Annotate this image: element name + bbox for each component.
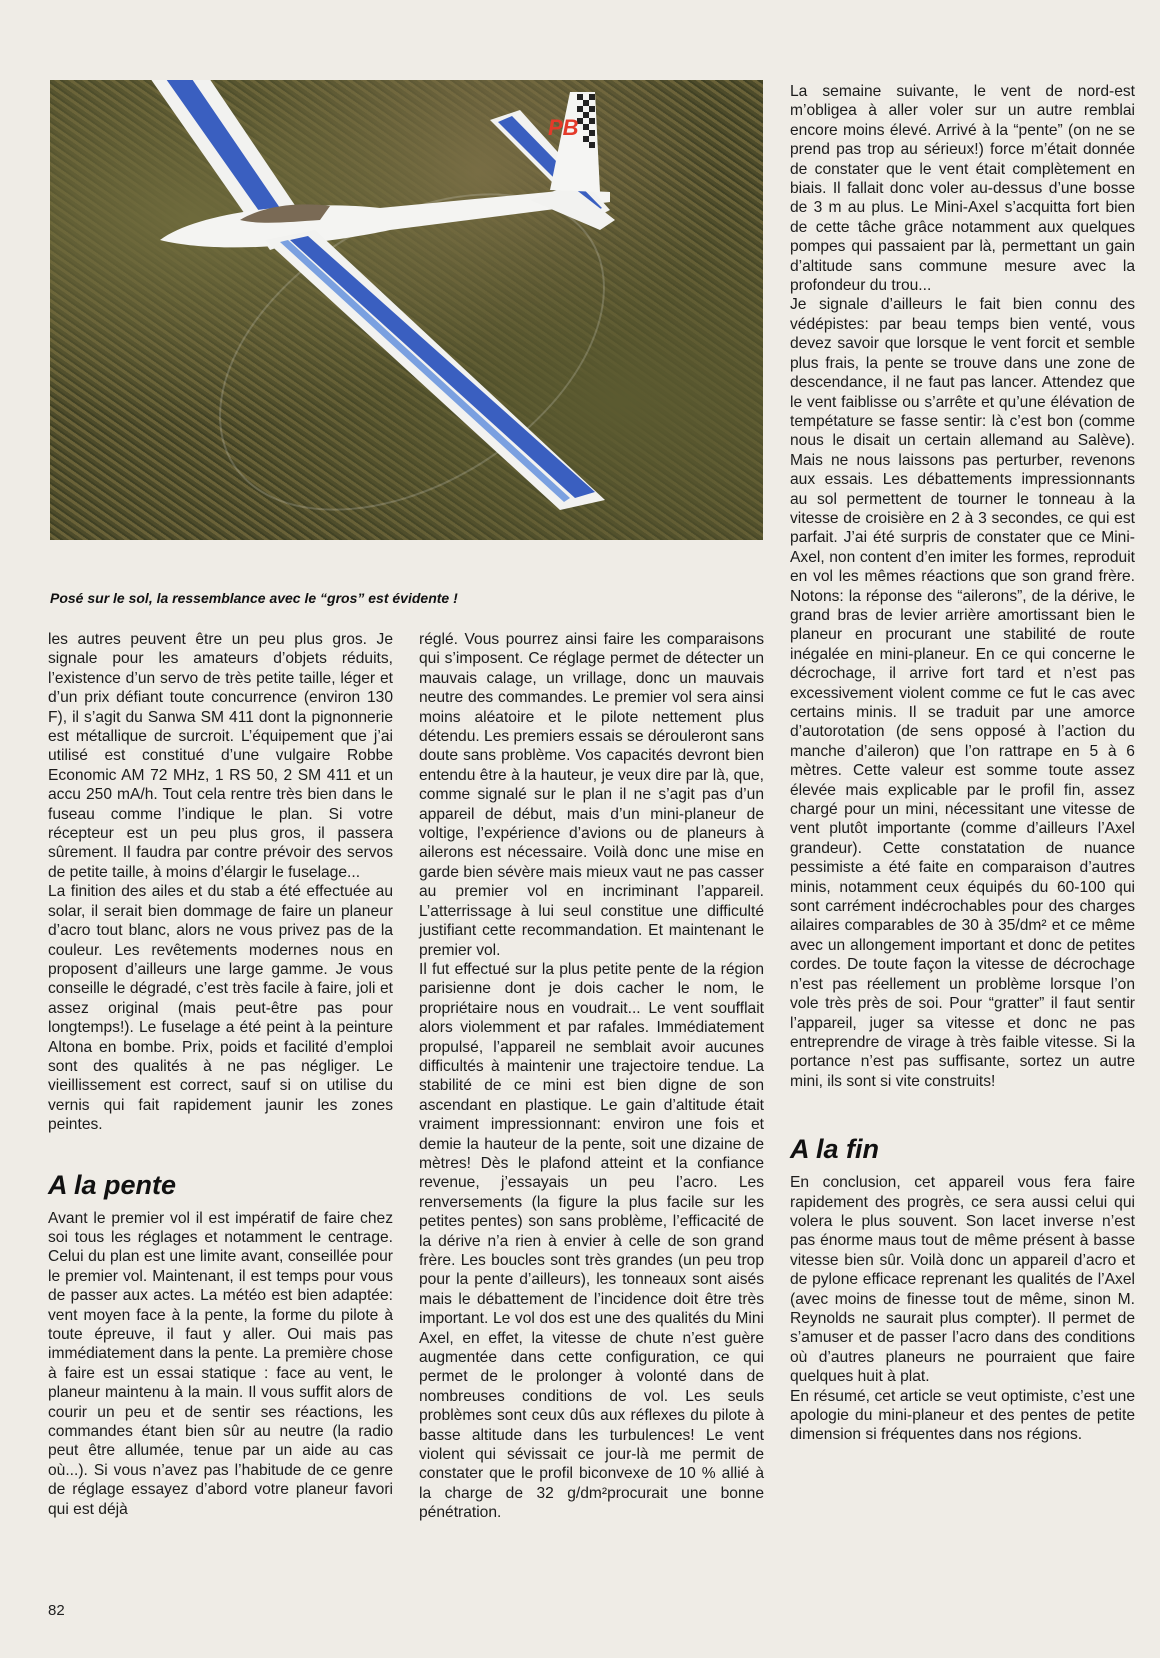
- column-2: [419, 630, 764, 1523]
- paragraph: La finition des ailes et du stab a été effectuée au solar, il serait bien dommage de faire un planeur d’acro tout blanc, alors ne vous privez pas de la couleur. Les revêtements modernes nous en proposent d’ailleurs une large gamme. Je vous conseille le dégradé, c’est très facile à faire, joli et assez original (mais peut-être pas pour longtemps!). Le fuselage a été peint à la peinture Altona en bombe. Prix, poids et facilité d’emploi sont des qualités à ne pas négliger. Le vieillissement est correct, sauf si on utilise du vernis qui fait rapidement jaunir les zones peintes.: [48, 883, 393, 1134]
- paragraph: Avant le premier vol il est impératif de faire chez soi tous les réglages et notamment le centrage. Celui du plan est une limite avant, conseillée pour le premier vol. Maintenant, il est temps pour vous de passer aux actes. La météo est bien adaptée: vent moyen face à la pente, la forme du pilote à toute épreuve, il faut y aller. Oui mais pas immédiatement dans la pente. La première chose à faire est un essai statique : face au vent, le planeur maintenu à la main. Il vous suffit alors de courir un peu et de sentir ses réactions, les commandes étant bien sûr au neutre (la radio peut être allumée, tenue par un aide au cas où...). Si vous n’avez pas l’habitude de ce genre de réglage essayez d’abord votre planeur favori qui est déjà: [48, 1209, 393, 1518]
- photo-caption: Posé sur le sol, la ressemblance avec le “gros” est évidente !: [50, 590, 458, 606]
- paragraph: En conclusion, cet appareil vous fera faire rapidement des progrès, ce sera aussi celui qui volera le plus souvent. Son lacet inverse n’est pas énorme maus tout de même présent à basse vitesse bien sûr. Voilà donc un appareil d’acro et de pylone efficace reprenant les qualités de l’Axel (avec moins de finesse tout de même, sinon M. Reynolds ne saurait plus compter). Il permet de s’amuser et de passer l’acro dans des conditions où d’autres planeurs ne pourraient que faire quelques huit à plat.: [790, 1174, 1135, 1386]
- glider-illustration: [50, 80, 763, 540]
- paragraph: En résumé, cet article se veut optimiste, c’est une apologie du mini-planeur et des pentes de petite dimension si fréquentes dans nos régions.: [790, 1387, 1135, 1444]
- column-1: [48, 630, 393, 1519]
- paragraph: La semaine suivante, le vent de nord-est m’obligea à aller voler sur un autre remblai encore moins élevé. Arrivé à la “pente” (on ne se prend pas trop au sérieux!) force m’était donnée de constater que le vent était complètement en biais. Il fallait donc voler au-dessus d’une bosse de 3 m au plus. Le Mini-Axel s’acquitta fort bien de cette tâche grâce notamment aux quelques pompes qui passaient par là, permettant un gain d’altitude sans commune mesure avec la profondeur du trou...: [790, 83, 1135, 295]
- column-3: [790, 82, 1135, 1445]
- paragraph: les autres peuvent être un peu plus gros. Je signale pour les amateurs d’objets réduits, l’existence d’un servo de très petite taille, léger et d’un prix défiant toute concurrence (environ 130 F), il s’agit du Sanwa SM 411 dont la pignonnerie est métallique de surcroit. L’équipement que j’ai utilisé est constitué d’une vulgaire Robbe Economic AM 72 MHz, 1 RS 50, 2 SM 411 et un accu 250 mA/h. Tout cela rentre très bien dans le fuseau comme l’indique le plan. Si votre récepteur est un peu plus gros, il passera sûrement. Il faudra par contre prévoir des servos de petite taille, à moins d’élargir le fuselage...: [48, 631, 393, 881]
- section-heading-a-la-pente: A la pente: [48, 1169, 177, 1200]
- paragraph: réglé. Vous pourrez ainsi faire les comparaisons qui s’imposent. Ce réglage permet de détecter un mauvais calage, un vrillage, donc un mauvais neutre des commandes. Le premier vol sera ainsi moins aléatoire et le pilote nettement plus détendu. Les premiers essais se dérouleront sans doute sans problème. Vos capacités devront bien entendu être à la hauteur, je veux dire par là, que, comme signalé sur le plan il ne s’agit pas d’un appareil de début, mais d’un mini-planeur de voltige, l’expérience d’avions ou de planeurs à ailerons est nécessaire. Voilà donc une mise en garde bien sévère mais mieux vaut ne pas casser au premier vol en incriminant l’appareil. L’atterrissage à lui seul constitue une difficulté justifiant cette recommandation. Et maintenant le premier vol.: [419, 631, 764, 959]
- tail-lettering: PB: [548, 115, 579, 140]
- paragraph: Il fut effectué sur la plus petite pente de la région parisienne dont je dois cacher le nom, le propriétaire nous en voudrait... Le vent soufflait alors violemment et par rafales. Immédiatement propulsé, l’appareil ne semblait avoir aucunes difficultés à maintenir une trajectoire tendue. La stabilité de ce mini est bien digne de son ascendant en plastique. Le gain d’altitude était vraiment impressionnant: environ une fois et demie la hauteur de la pente, soit une dizaine de mètres! Dès le plafond atteint et la confiance revenue, j’essayais un peu l’acro. Les renversements (la figure la plus facile sur les petites pentes) son sans problème, l’efficacité de la dérive n’a rien à envier à celle de son grand frère. Les boucles sont très grandes (un peu trop pour la pente d’ailleurs), les tonneaux sont aisés mais le débattement de l’incidence doit être très important. Le vol dos est une des qualités du Mini Axel, en effet, la vitesse de chute n’est guère augmentée dans cette configuration, ce qui permet de le prolonger à volonté dans de nombreuses conditions de vol. Les seuls problèmes sont ceux dûs aux réflexes du pilote à basse altitude dans les turbulences! Le vent violent qui sévissait ce jour-là me permit de constater que le profil biconvexe de 10 % allié à la charge de 32 g/dm²procurait une bonne pénétration.: [419, 960, 764, 1522]
- glider-photo: [50, 80, 763, 540]
- section-heading-a-la-fin: A la fin: [790, 1134, 880, 1165]
- paragraph: Je signale d’ailleurs le fait bien connu des védépistes: par beau temps bien venté, vous devez savoir que lorsque le vent forcit et semble plus frais, la pente se trouve dans une zone de descendance, il ne faut pas lancer. Attendez que le vent faiblisse ou s’arrête et qu’une élévation de tempétature se fasse sentir: là c’est bon (comme nous le disait un certain allemand au Salève). Mais ne nous laissons pas perturber, revenons aux essais. Les débattements impressionnants au sol permettent de tourner le tonneau à la vitesse de croisière en 2 à 3 secondes, ce qui est parfait. J’ai été surpris de constater que ce Mini-Axel, non content d’en imiter les formes, reproduit en vol les mêmes réactions que son grand frère. Notons: la réponse des “ailerons”, de la dérive, le grand bras de levier arrière amortissant bien le planeur en procurant une stabilité de route inégalée en mini-planeur. En ce qui concerne le décrochage, il arrive fort tard et n’est pas excessivement violent comme ce fut le cas avec certains minis. Il se traduit par une amorce d’autorotation (de sens opposé à l’action du manche d’aileron) que l’on rattrape en 5 à 6 mètres. Cette valeur est somme toute assez élevée mais explicable par le profil fin, assez chargé pour un mini, nécessitant une vitesse de vent plutôt importante (comme d’ailleurs l’Axel grandeur). Cette constatation de nuance pessimiste a été faite en comparaison d’autres minis, notamment ceux équipés du 60-100 qui sont carrément indécrochables pour des charges ailaires comparables de 30 à 35/dm² et ce même avec un allongement important et donc de petites cordes. De toute façon la vitesse de décrochage n’est pas réellement un problème lorsque l’on vole très près de soi. Pour “gratter” il faut sentir l’appareil, juger sa vitesse et donc ne pas entreprendre de virage à très faible vitesse. Si la portance n’est pas suffisante, sortez un autre mini, ils sont si vite construits!: [790, 296, 1135, 1090]
- page-number: 82: [48, 1602, 65, 1619]
